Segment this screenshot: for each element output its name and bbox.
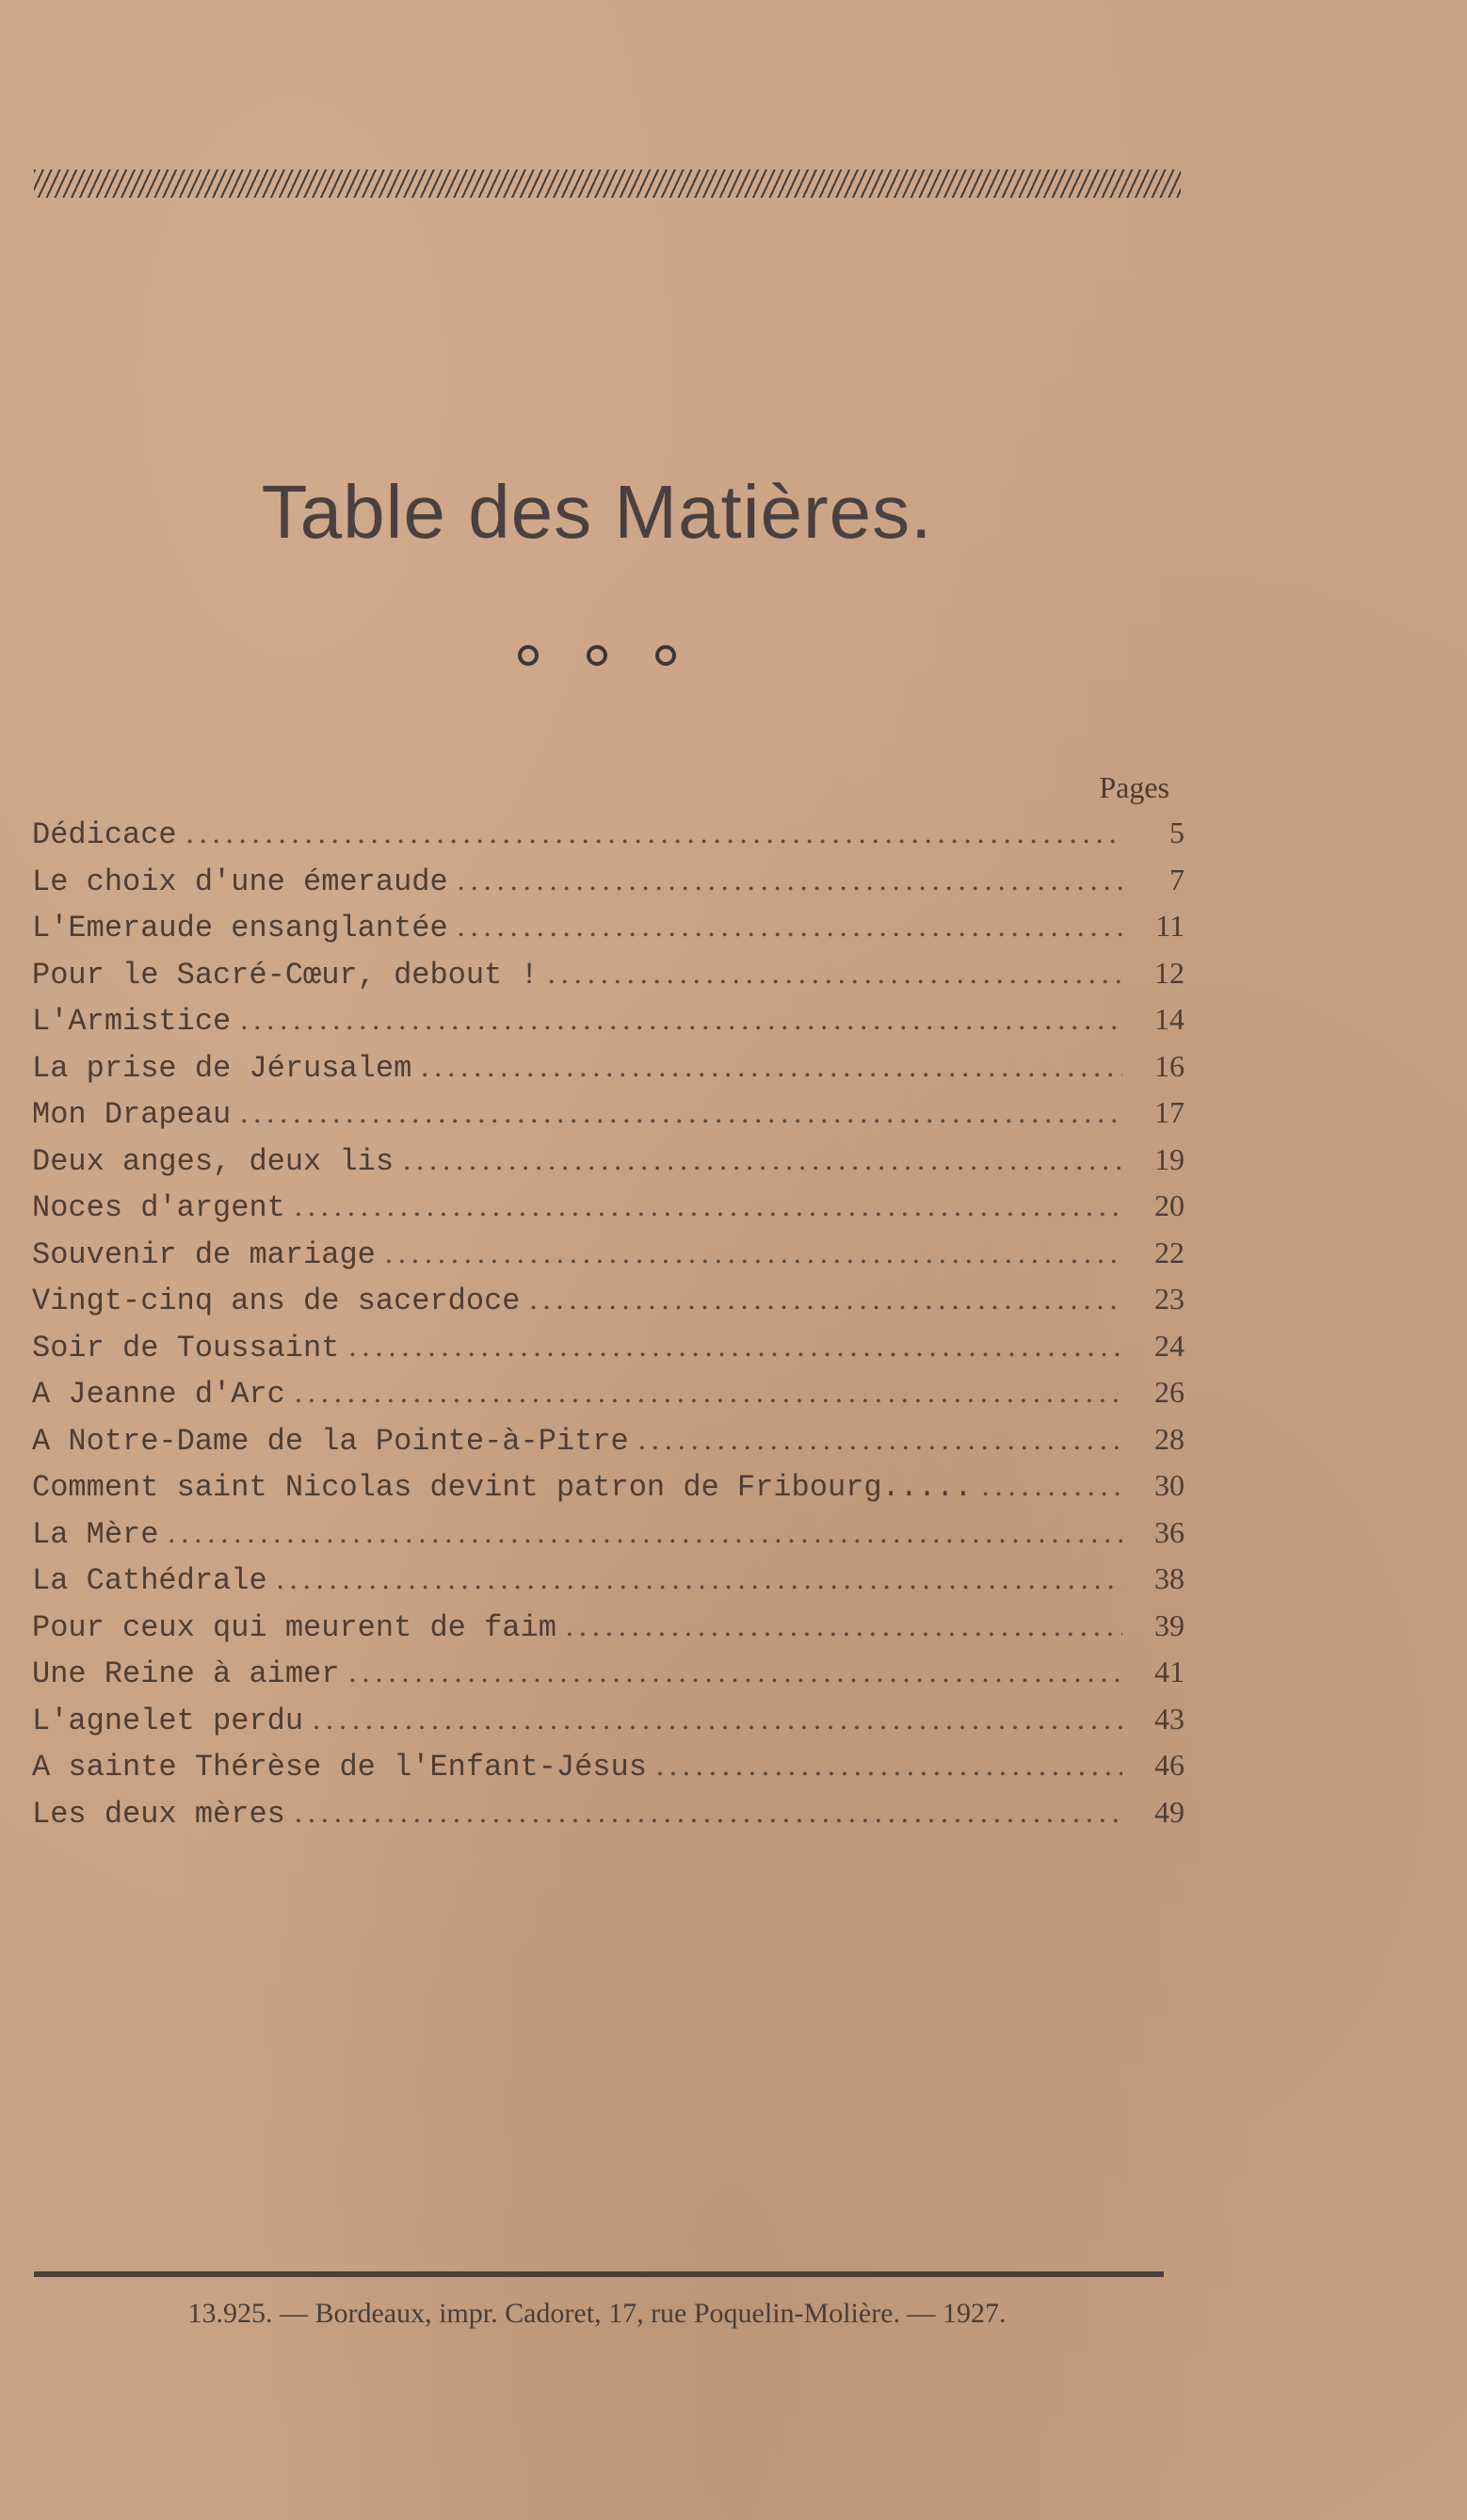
table-of-contents <box>32 816 1185 1841</box>
toc-entry-page: 14 <box>1154 1002 1185 1036</box>
toc-entry-title: L'agnelet perdu <box>32 1703 304 1738</box>
toc-entry <box>32 1748 1185 1795</box>
ornament-circle-icon <box>655 645 676 666</box>
toc-entry-page: 46 <box>1154 1748 1185 1782</box>
toc-entry-title: L'Armistice <box>32 1004 232 1039</box>
toc-entry-title: Dédicace <box>32 817 177 852</box>
page-title: Table des Matières. <box>261 470 933 554</box>
toc-leader-dots <box>656 1748 1122 1783</box>
toc-entry-title: Pour ceux qui meurent de faim <box>32 1609 556 1645</box>
toc-entry-page: 19 <box>1154 1141 1185 1176</box>
toc-entry <box>32 1142 1185 1189</box>
pages-column-header: Pages <box>1099 770 1169 804</box>
toc-entry-title: Les deux mères <box>32 1796 285 1832</box>
toc-leader-dots <box>295 1375 1122 1410</box>
toc-entry <box>32 1049 1185 1096</box>
toc-entry-page: 16 <box>1154 1048 1185 1083</box>
toc-entry-page: 49 <box>1154 1794 1185 1829</box>
toc-entry-page: 23 <box>1154 1282 1185 1316</box>
toc-leader-dots <box>421 1049 1122 1084</box>
toc-entry <box>32 816 1185 863</box>
toc-leader-dots <box>186 816 1122 850</box>
toc-entry-page: 38 <box>1154 1561 1185 1595</box>
toc-leader-dots <box>277 1561 1122 1596</box>
toc-entry <box>32 1561 1185 1608</box>
toc-leader-dots <box>548 956 1122 991</box>
toc-entry <box>32 1095 1185 1142</box>
toc-leader-dots <box>638 1422 1122 1457</box>
toc-entry-title: Mon Drapeau <box>32 1097 232 1132</box>
toc-entry <box>32 1329 1185 1376</box>
toc-entry <box>32 1702 1185 1749</box>
toc-leader-dots <box>348 1655 1122 1689</box>
toc-entry-page: 36 <box>1154 1514 1185 1549</box>
bottom-rule <box>34 2271 1164 2277</box>
toc-entry-page: 30 <box>1154 1468 1185 1502</box>
toc-entry <box>32 1188 1185 1236</box>
toc-entry-title: Le choix d'une émeraude <box>32 864 448 899</box>
toc-entry-page: 12 <box>1154 955 1185 990</box>
toc-entry-title: La prise de Jérusalem <box>32 1050 412 1086</box>
toc-leader-dots <box>982 1468 1122 1503</box>
toc-entry <box>32 1375 1185 1422</box>
toc-entry-page: 43 <box>1154 1701 1185 1736</box>
toc-entry <box>32 1795 1185 1842</box>
toc-entry-title: Une Reine à aimer <box>32 1656 340 1691</box>
toc-entry-page: 39 <box>1154 1607 1185 1642</box>
toc-entry-title: Comment saint Nicolas devint patron de Fribourg..... <box>32 1470 973 1505</box>
toc-entry-title: A Notre-Dame de la Pointe-à-Pitre <box>32 1423 629 1459</box>
toc-entry <box>32 1608 1185 1656</box>
toc-entry-title: L'Emeraude ensanglantée <box>32 911 448 945</box>
toc-entry-title: Vingt-cinq ans de sacerdoce <box>32 1284 521 1318</box>
toc-entry <box>32 1468 1185 1515</box>
toc-entry <box>32 1002 1185 1049</box>
printer-imprint: 13.925. — Bordeaux, impr. Cadoret, 17, rue Poquelin-Molière. — 1927. <box>187 2298 1007 2329</box>
toc-entry-page: 22 <box>1154 1235 1185 1269</box>
toc-leader-dots <box>385 1236 1122 1270</box>
toc-leader-dots <box>295 1795 1122 1830</box>
toc-entry <box>32 1282 1185 1329</box>
toc-entry <box>32 1515 1185 1562</box>
toc-entry <box>32 1236 1185 1283</box>
toc-entry-title: Souvenir de mariage <box>32 1236 376 1272</box>
toc-leader-dots <box>458 863 1122 897</box>
toc-entry <box>32 909 1185 956</box>
toc-entry-page: 11 <box>1155 909 1185 943</box>
toc-entry-title: A Jeanne d'Arc <box>32 1377 285 1412</box>
toc-entry-page: 20 <box>1154 1188 1185 1222</box>
toc-leader-dots <box>348 1329 1122 1364</box>
toc-entry <box>32 1422 1185 1469</box>
toc-leader-dots <box>168 1515 1122 1550</box>
ornament-circle-icon <box>518 645 539 666</box>
toc-entry-title: Deux anges, deux lis <box>32 1143 395 1179</box>
toc-entry-page: 28 <box>1154 1421 1185 1456</box>
toc-leader-dots <box>295 1188 1122 1223</box>
decorative-top-rule <box>34 170 1181 198</box>
toc-entry <box>32 863 1185 910</box>
toc-entry-page: 5 <box>1169 816 1185 849</box>
toc-entry-page: 17 <box>1154 1095 1185 1129</box>
toc-entry-page: 24 <box>1154 1328 1185 1363</box>
toc-entry-title: La Mère <box>32 1516 159 1552</box>
toc-entry-title: La Cathédrale <box>32 1563 267 1598</box>
toc-entry-title: Noces d'argent <box>32 1190 285 1225</box>
ornament-circle-icon <box>587 645 607 666</box>
toc-entry <box>32 956 1185 1003</box>
toc-entry <box>32 1655 1185 1702</box>
toc-leader-dots <box>566 1608 1122 1643</box>
toc-leader-dots <box>458 909 1122 944</box>
toc-leader-dots <box>529 1282 1122 1317</box>
toc-leader-dots <box>240 1095 1122 1130</box>
toc-leader-dots <box>313 1702 1122 1737</box>
toc-entry-title: Pour le Sacré-Cœur, debout ! <box>32 957 539 993</box>
toc-leader-dots <box>403 1142 1122 1177</box>
toc-entry-title: Soir de Toussaint <box>32 1330 340 1365</box>
toc-leader-dots <box>240 1002 1122 1037</box>
toc-entry-title: A sainte Thérèse de l'Enfant-Jésus <box>32 1750 647 1785</box>
toc-entry-page: 26 <box>1154 1375 1185 1409</box>
toc-entry-page: 7 <box>1169 862 1185 897</box>
toc-entry-page: 41 <box>1154 1655 1185 1688</box>
ornament-divider <box>518 642 676 669</box>
